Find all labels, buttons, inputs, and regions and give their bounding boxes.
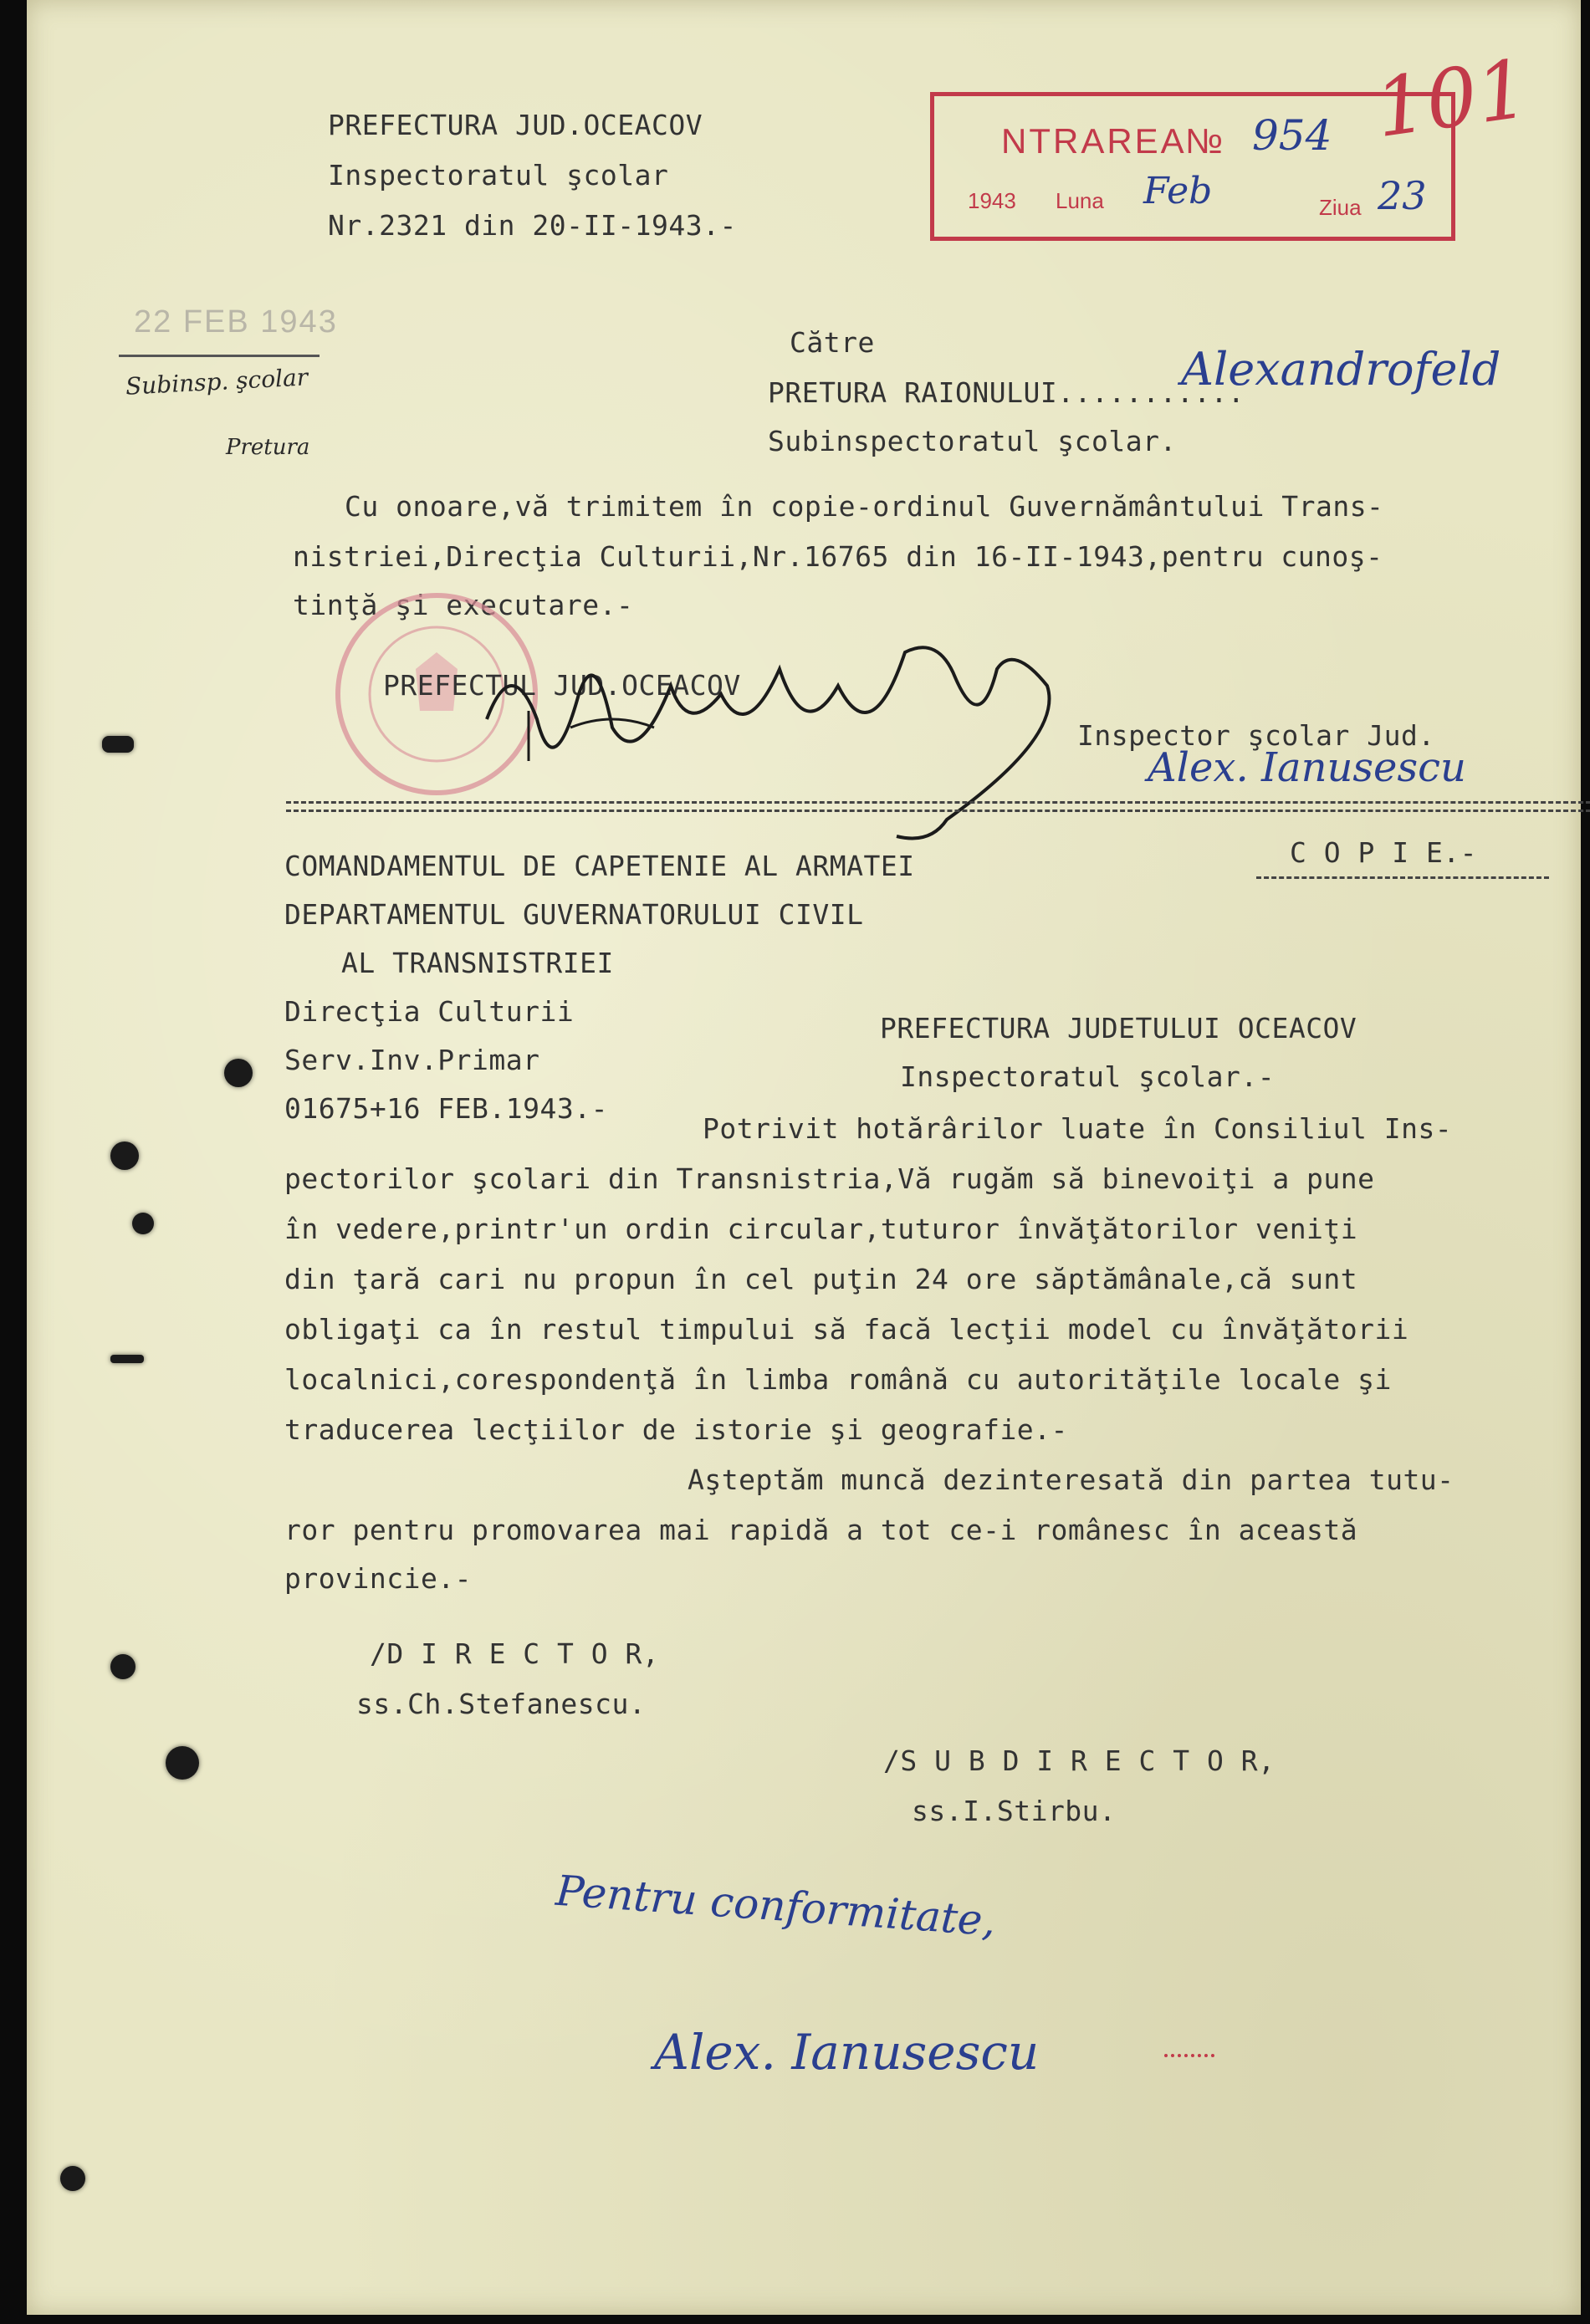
registry-big-number: 101 <box>1369 41 1535 156</box>
copy-recipient: PREFECTURA JUDETULUI OCEACOV <box>880 1012 1357 1045</box>
punch-hole <box>102 736 134 753</box>
stamp-year: 1943 <box>968 188 1016 213</box>
copy-org-service: Serv.Inv.Primar <box>284 1044 540 1076</box>
body-line: provincie.- <box>284 1562 473 1595</box>
body-line: Cu onoare,vă trimitem în copie-ordinul Guvernământului Trans- <box>345 490 1384 523</box>
header-inspectorate: Inspectoratul şcolar <box>328 159 669 192</box>
body-line: pectorilor şcolari din Transnistria,Vă rugăm să binevoiţi a pune <box>284 1162 1375 1195</box>
copy-org-direction: Direcţia Culturii <box>284 995 575 1028</box>
header-number-date: Nr.2321 din 20-II-1943.- <box>328 209 737 242</box>
copy-label-underline <box>1256 876 1549 879</box>
punch-hole <box>132 1213 154 1234</box>
punch-hole <box>166 1746 199 1780</box>
copy-org-number: 01675+16 FEB.1943.- <box>284 1092 608 1125</box>
body-line: în vedere,printr'un ordin circular,tuturor învăţătorilor veniţi <box>284 1213 1358 1245</box>
copy-org-transnistria: AL TRANSNISTRIEI <box>341 947 614 979</box>
body-line: localnici,corespondenţă în limba română cu autorităţile locale şi <box>284 1363 1392 1396</box>
subdirector-name: ss.I.Stirbu. <box>912 1795 1117 1827</box>
addressee-to: Către <box>790 326 875 359</box>
margin-note-subinspectorate: Subinsp. şcolar <box>125 363 309 401</box>
prefect-signature <box>478 619 1081 853</box>
addressee-pretura: PRETURA RAIONULUI........... <box>768 376 1245 409</box>
stamp-month-label: Luna <box>1056 188 1104 213</box>
punch-hole <box>224 1059 253 1087</box>
section-separator <box>286 810 1590 812</box>
body-line: Potrivit hotărârilor luate în Consiliul Ins- <box>703 1112 1453 1145</box>
addressee-place-handwritten: Alexandrofeld <box>1181 343 1501 396</box>
body-line: tinţă şi executare.- <box>293 589 634 621</box>
addressee-subinspectorate: Subinspectoratul şcolar. <box>768 425 1177 457</box>
punch-hole <box>110 1654 135 1679</box>
body-line: obligaţi ca în restul timpului să facă lecţii model cu învăţătorii <box>284 1313 1409 1346</box>
stamp-day-value: 23 <box>1378 173 1427 218</box>
copy-label: C O P I E.- <box>1290 836 1478 869</box>
stamp-no-value: 954 <box>1252 111 1332 160</box>
header-prefecture: PREFECTURA JUD.OCEACOV <box>328 109 703 141</box>
punch-hole <box>110 1142 139 1170</box>
body-line: traducerea lecţiilor de istorie şi geografie.- <box>284 1413 1068 1446</box>
stamp-month-value: Feb <box>1143 170 1213 212</box>
director-name: ss.Ch.Stefanescu. <box>356 1688 647 1720</box>
copy-org-department: DEPARTAMENTUL GUVERNATORULUI CIVIL <box>284 898 864 931</box>
copy-recipient-inspectorate: Inspectoratul şcolar.- <box>900 1060 1276 1093</box>
section-separator <box>286 801 1590 804</box>
stamp-day-label: Ziua <box>1319 195 1362 220</box>
stamp-no-label: № <box>1185 121 1224 161</box>
director-title: /D I R E C T O R, <box>370 1637 660 1670</box>
received-date-stamp: 22 FEB 1943 <box>134 304 338 340</box>
stamp-title: NTRAREA <box>1001 121 1187 161</box>
prefect-title: PREFECTUL JUD.OCEACOV <box>383 669 741 702</box>
document-page <box>27 0 1581 2315</box>
red-ink-dots <box>1164 2054 1214 2064</box>
conformity-note: Pentru conformitate, <box>554 1866 998 1946</box>
copy-org-command: COMANDAMENTUL DE CAPETENIE AL ARMATEI <box>284 850 915 882</box>
body-line: Aşteptăm muncă dezinteresată din partea tutu- <box>688 1463 1455 1496</box>
subdirector-title: /S U B D I R E C T O R, <box>883 1744 1276 1777</box>
punch-hole <box>110 1355 144 1363</box>
inspector-title: Inspector şcolar Jud. <box>1077 719 1435 752</box>
body-line: din ţară cari nu propun în cel puţin 24 ore săptămânale,că sunt <box>284 1263 1358 1295</box>
inspector-signature: Alex. Ianusescu <box>1148 744 1466 791</box>
conformity-signature: Alex. Ianusescu <box>654 2024 1040 2081</box>
body-line: ror pentru promovarea mai rapidă a tot ce-i românesc în această <box>284 1514 1358 1546</box>
body-line: nistriei,Direcţia Culturii,Nr.16765 din 16-II-1943,pentru cunoş- <box>293 540 1383 573</box>
margin-note-pretura: Pretura <box>226 435 310 460</box>
date-stamp-underline <box>119 355 320 357</box>
punch-hole <box>60 2166 85 2191</box>
